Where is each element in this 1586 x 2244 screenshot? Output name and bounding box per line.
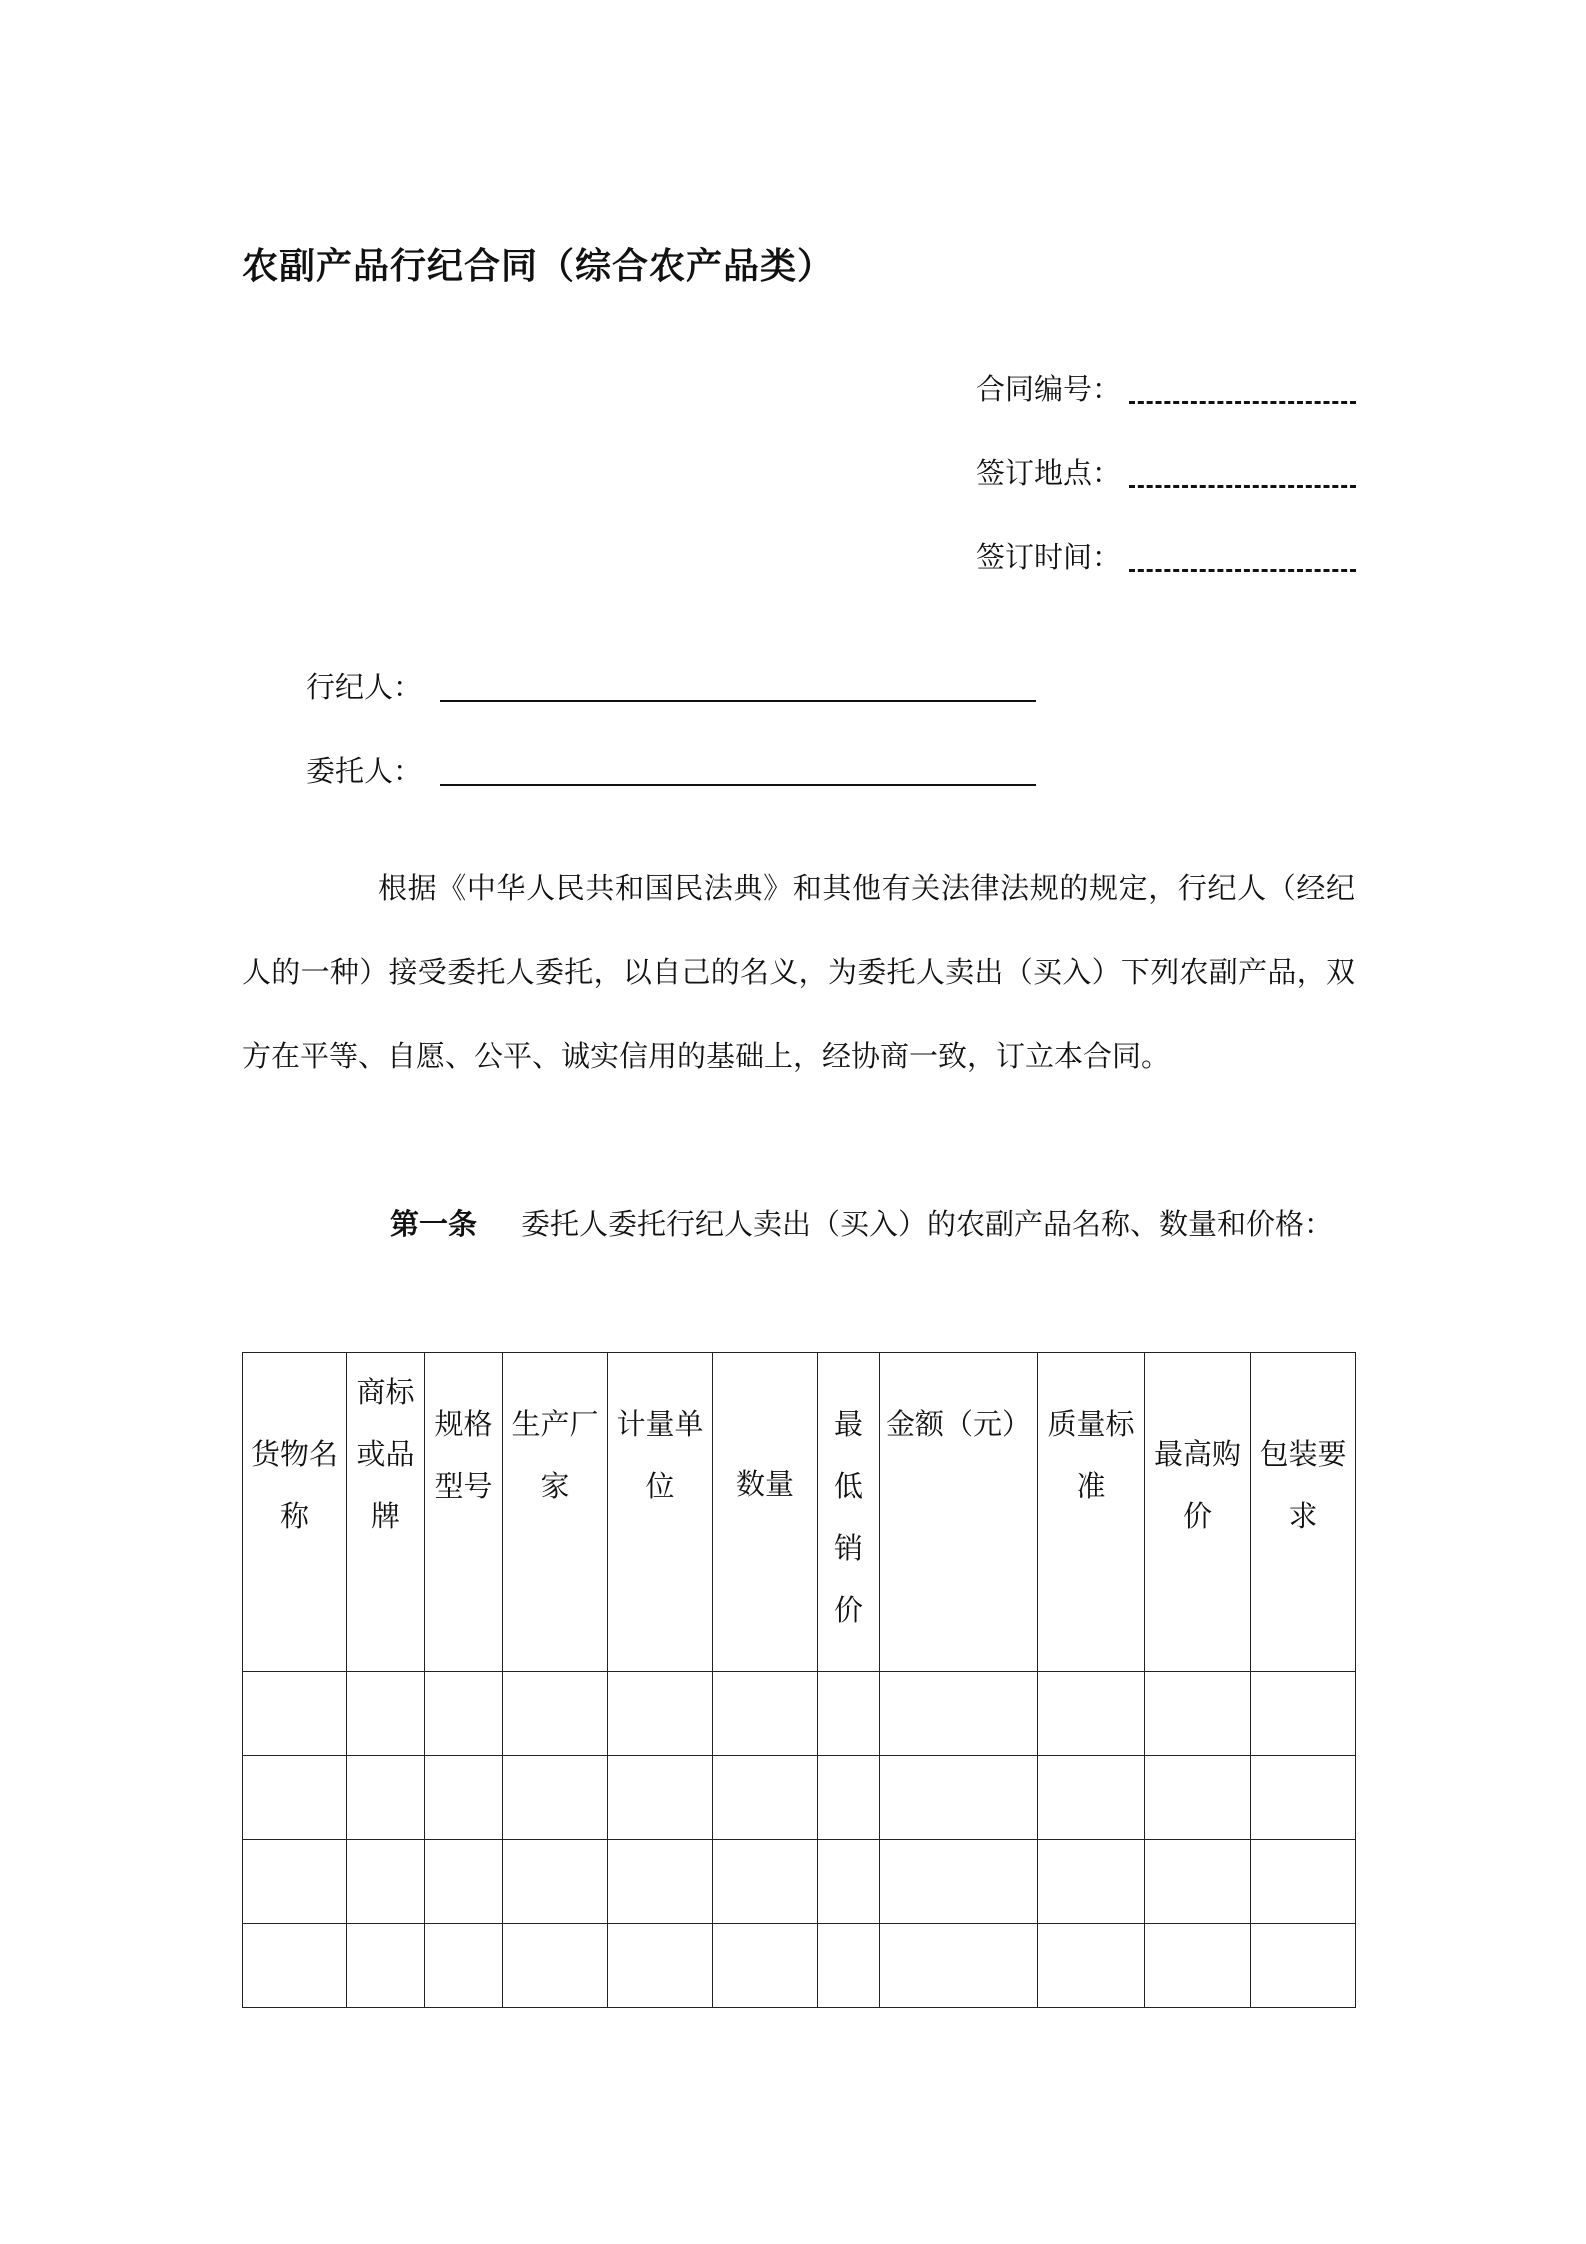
article-1 [242, 1182, 1355, 1266]
table-cell[interactable] [1251, 1756, 1356, 1840]
table-cell[interactable] [713, 1840, 818, 1924]
table-header-row [243, 1353, 1356, 1672]
signing-time-blank[interactable] [1129, 541, 1356, 572]
broker-row [306, 656, 1036, 706]
header-brand: 商标或品牌 [347, 1353, 425, 1672]
signing-time-label: 签订时间： [976, 540, 1122, 574]
contract-number-row [976, 364, 1356, 408]
table-cell[interactable] [818, 1924, 880, 2008]
signing-place-row [976, 448, 1356, 492]
signing-place-label: 签订地点： [976, 456, 1122, 490]
table-cell[interactable] [1145, 1672, 1251, 1756]
article-1-text: 委托人委托行纪人卖出（买入）的农副产品名称、数量和价格： [521, 1207, 1334, 1241]
table-cell[interactable] [713, 1672, 818, 1756]
table-cell[interactable] [425, 1756, 503, 1840]
header-unit: 计量单位 [608, 1353, 713, 1672]
table-cell[interactable] [1038, 1924, 1145, 2008]
header-min-price: 最低销价 [818, 1353, 880, 1672]
table-cell[interactable] [818, 1840, 880, 1924]
table-cell[interactable] [880, 1756, 1038, 1840]
article-1-heading: 第一条 [390, 1207, 478, 1241]
table-cell[interactable] [608, 1756, 713, 1840]
table-cell[interactable] [503, 1756, 608, 1840]
table-cell[interactable] [425, 1924, 503, 2008]
table-cell[interactable] [347, 1924, 425, 2008]
header-manufacturer: 生产厂家 [503, 1353, 608, 1672]
document-title: 农副产品行纪合同（综合农产品类） [242, 246, 835, 287]
table-row [243, 1756, 1356, 1840]
table-cell[interactable] [818, 1672, 880, 1756]
header-packaging: 包装要求 [1251, 1353, 1356, 1672]
table-row [243, 1840, 1356, 1924]
goods-table [242, 1352, 1356, 2008]
table-cell[interactable] [608, 1672, 713, 1756]
table-cell[interactable] [1038, 1840, 1145, 1924]
table-cell[interactable] [1251, 1672, 1356, 1756]
table-cell[interactable] [1038, 1756, 1145, 1840]
table-cell[interactable] [243, 1756, 347, 1840]
table-row [243, 1672, 1356, 1756]
preamble-paragraph: 根据《中华人民共和国民法典》和其他有关法律法规的规定，行纪人（经纪人的一种）接受委托人委托，以自己的名义，为委托人卖出（买入）下列农副产品，双方在平等、自愿、公平、诚实信用的基础上，经协商一致，订立本合同。 [242, 871, 1355, 1073]
table-cell[interactable] [608, 1840, 713, 1924]
header-max-price: 最高购价 [1145, 1353, 1251, 1672]
broker-blank[interactable] [440, 670, 1036, 702]
table-cell[interactable] [347, 1840, 425, 1924]
table-cell[interactable] [880, 1924, 1038, 2008]
table-cell[interactable] [425, 1672, 503, 1756]
table-cell[interactable] [880, 1840, 1038, 1924]
contract-number-label: 合同编号： [976, 372, 1122, 406]
table-cell[interactable] [243, 1840, 347, 1924]
header-spec: 规格型号 [425, 1353, 503, 1672]
principal-blank[interactable] [440, 754, 1036, 786]
table-cell[interactable] [713, 1756, 818, 1840]
table-cell[interactable] [503, 1840, 608, 1924]
table-cell[interactable] [818, 1756, 880, 1840]
table-cell[interactable] [347, 1672, 425, 1756]
table-cell[interactable] [243, 1672, 347, 1756]
table-cell[interactable] [1251, 1840, 1356, 1924]
header-quantity: 数量 [713, 1353, 818, 1672]
header-quality: 质量标准 [1038, 1353, 1145, 1672]
table-row [243, 1924, 1356, 2008]
principal-row [306, 740, 1036, 790]
contract-number-blank[interactable] [1129, 373, 1356, 404]
header-amount: 金额（元） [880, 1353, 1038, 1672]
table-cell[interactable] [1038, 1672, 1145, 1756]
table-cell[interactable] [1145, 1840, 1251, 1924]
table-cell[interactable] [608, 1924, 713, 2008]
broker-label: 行纪人： [306, 670, 423, 704]
table-cell[interactable] [1251, 1924, 1356, 2008]
signing-time-row [976, 532, 1356, 576]
table-cell[interactable] [347, 1756, 425, 1840]
table-cell[interactable] [425, 1840, 503, 1924]
signing-place-blank[interactable] [1129, 457, 1356, 488]
principal-label: 委托人： [306, 754, 423, 788]
table-cell[interactable] [1145, 1756, 1251, 1840]
header-goods-name: 货物名称 [243, 1353, 347, 1672]
table-cell[interactable] [880, 1672, 1038, 1756]
table-cell[interactable] [503, 1672, 608, 1756]
table-cell[interactable] [243, 1924, 347, 2008]
table-cell[interactable] [713, 1924, 818, 2008]
table-cell[interactable] [503, 1924, 608, 2008]
table-cell[interactable] [1145, 1924, 1251, 2008]
